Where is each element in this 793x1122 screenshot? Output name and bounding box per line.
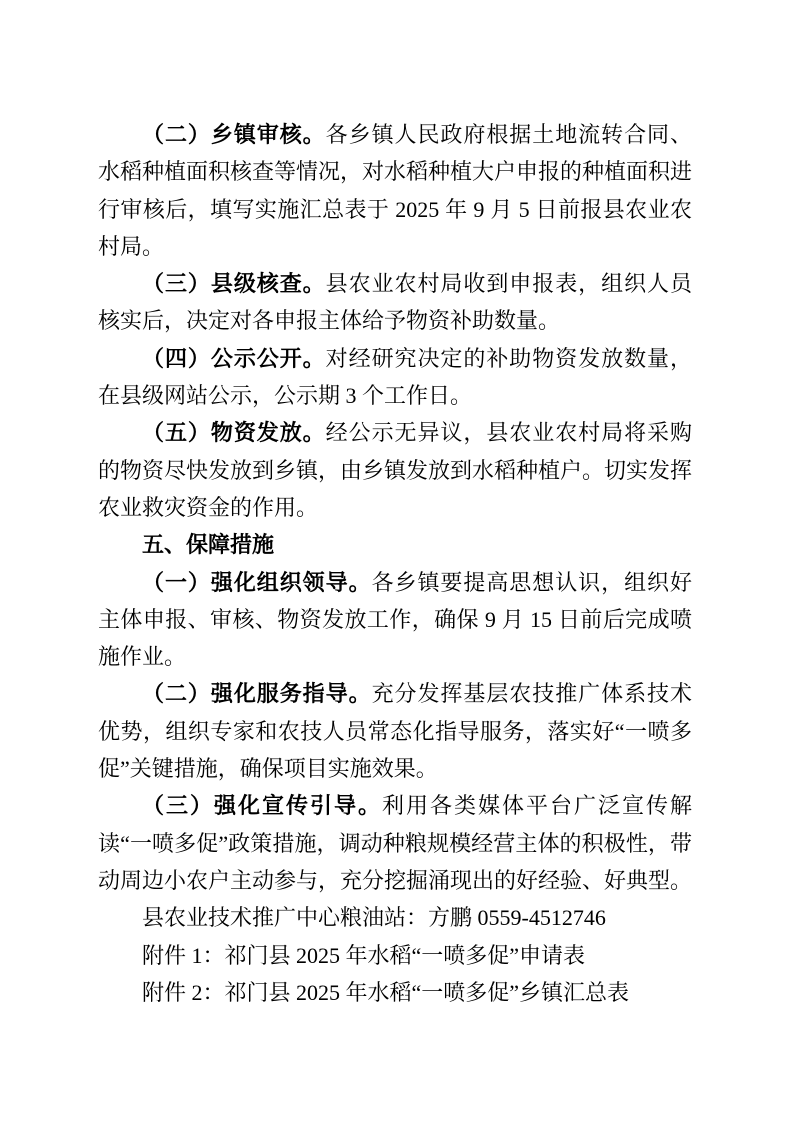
attachment-line-2: 附件 2：祁门县 2025 年水稻“一喷多促”乡镇汇总表 [142,979,630,1005]
paragraph-lead: （三）县级核查。 [142,271,326,297]
paragraph-lead: （四）公示公开。 [142,345,326,371]
paragraph-body: 利用各类媒体平台广泛宣传解读“一喷多促”政策措施，调动种粮规模经营主体的积极性，带动周边小农户主动参与，充分挖掘涌现出的好经验、好典型。 [98,793,693,893]
paragraph-lead: （二）强化服务指导。 [142,681,372,707]
paragraph-public-notice [98,340,692,415]
paragraph-strengthen-organization [98,564,692,676]
paragraph-lead: （三）强化宣传引导。 [142,793,382,819]
paragraph-township-review [98,116,692,265]
attachment-line-1: 附件 1：祁门县 2025 年水稻“一喷多促”申请表 [142,942,586,968]
paragraph-body: 各乡镇要提高思想认识，组织好主体申报、审核、物资发放工作，确保 9 月 15 日前后完成喷施作业。 [98,569,692,670]
paragraph-material-distribution [98,414,692,526]
paragraph-strengthen-service-guidance [98,675,692,787]
paragraph-strengthen-publicity [98,787,692,899]
paragraph-body: 县农业农村局收到申报表，组织人员核实后，决定对各申报主体给予物资补助数量。 [98,271,692,334]
paragraph-county-verification [98,265,692,340]
paragraph-lead: （一）强化组织领导。 [142,569,372,595]
page-content [98,116,692,1011]
paragraph-body: 充分发挥基层农技推广体系技术优势，组织专家和农技人员常态化指导服务，落实好“一喷多促”关键措施，确保项目实施效果。 [98,681,692,782]
section-heading-safeguards: 五、保障措施 [142,532,275,558]
paragraph-lead: （五）物资发放。 [142,420,326,446]
paragraph-body: 经公示无异议，县农业农村局将采购的物资尽快发放到乡镇，由乡镇发放到水稻种植户。切实发挥农业救灾资金的作用。 [98,420,693,520]
paragraph-body: 各乡镇人民政府根据土地流转合同、水稻种植面积核查等情况，对水稻种植大户申报的种植面积进行审核后，填写实施汇总表于 2025 年 9 月 5 日前报县农业农村局。 [98,122,693,259]
paragraph-body: 对经研究决定的补助物资发放数量，在县级网站公示，公示期 3 个工作日。 [98,345,692,409]
contact-line: 县农业技术推广中心粮油站：方鹏 0559-4512746 [142,905,606,931]
paragraph-lead: （二）乡镇审核。 [142,122,326,147]
